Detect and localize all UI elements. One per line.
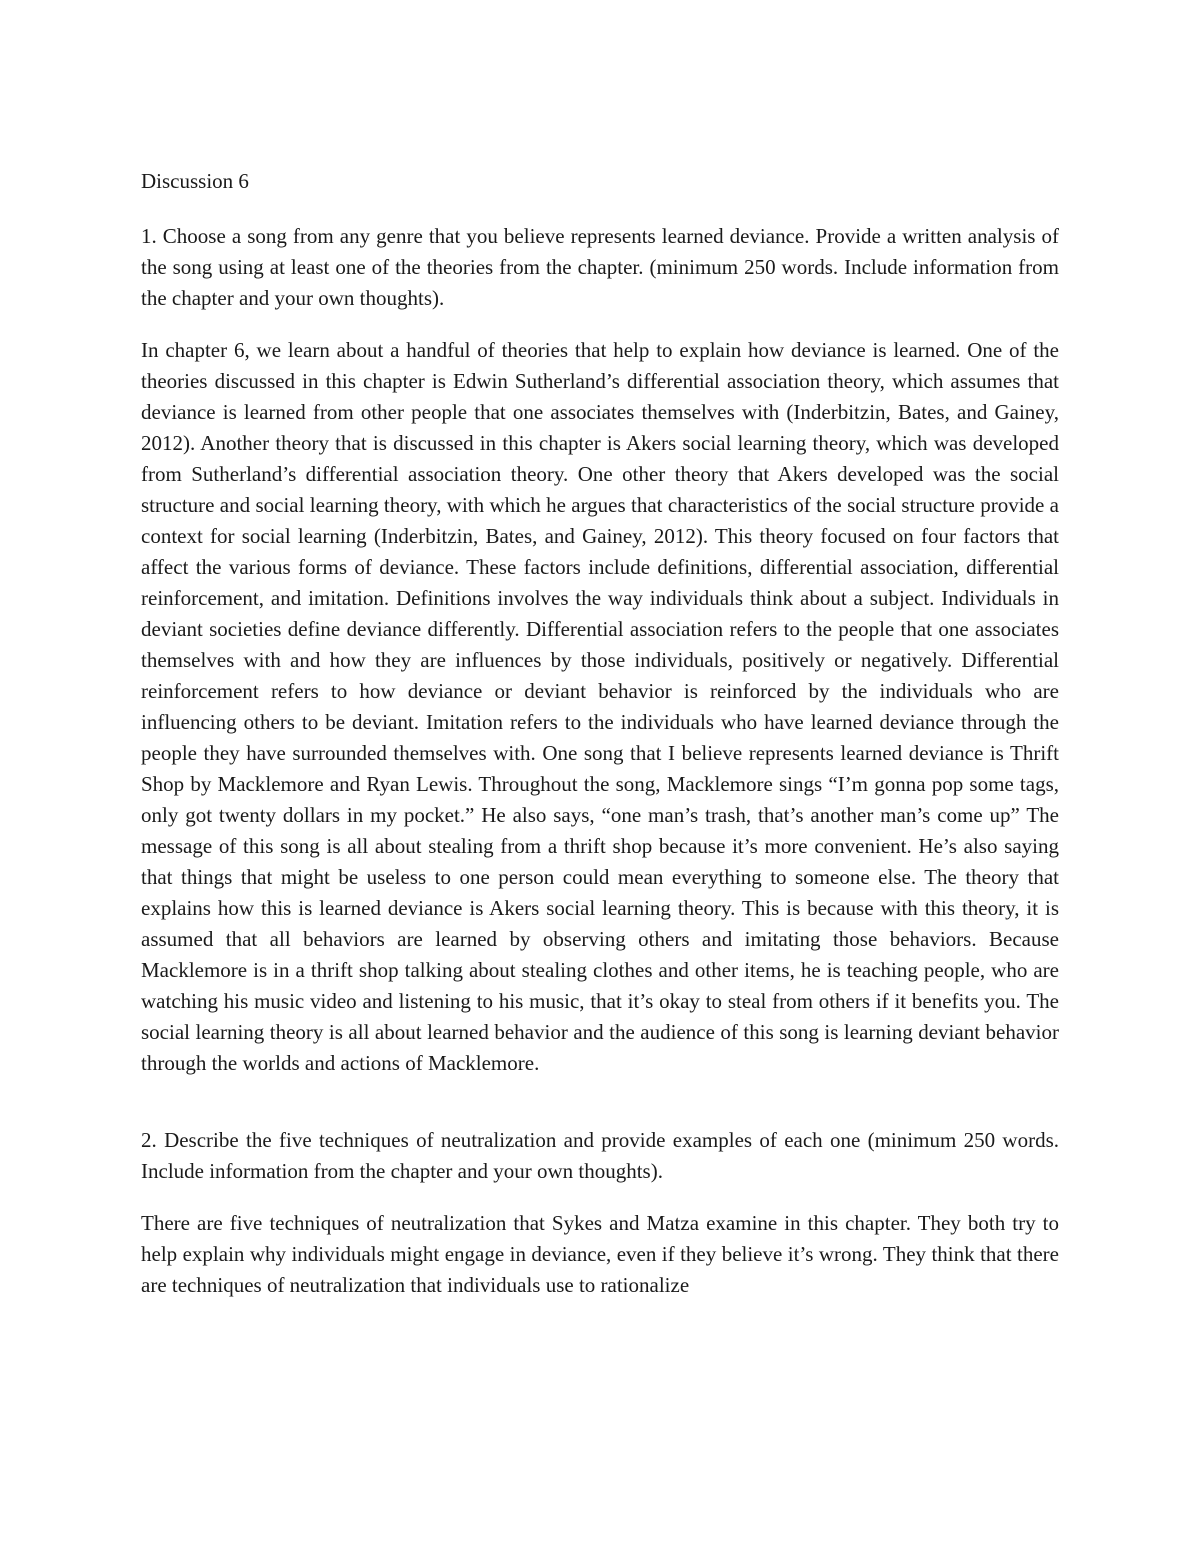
question-1: 1. Choose a song from any genre that you believe represents learned deviance. Provide a written analysis of the song using at least one of the theories from the chapter. (minimum 250 words. Include information from the chapter and your own thoughts). bbox=[141, 224, 1059, 310]
answer-1: In chapter 6, we learn about a handful of theories that help to explain how deviance is learned. One of the theories discussed in this chapter is Edwin Sutherland’s differential association theory, which assumes that deviance is learned from other people that one associates themselves with (Inderbitzin, Bates, and Gainey, 2012). Another theory that is discussed in this chapter is Akers social learning theory, which was developed from Sutherland’s differential association theory. One other theory that Akers developed was the social structure and social learning theory, with which he argues that characteristics of the social structure provide a context for social learning (Inderbitzin, Bates, and Gainey, 2012). This theory focused on four factors that affect the various forms of deviance. These factors include definitions, differential association, differential reinforcement, and imitation. Definitions involves the way individuals think about a subject. Individuals in deviant societies define deviance differently. Differential association refers to the people that one associates themselves with and how they are influences by those individuals, positively or negatively. Differential reinforcement refers to how deviance or deviant behavior is reinforced by the individuals who are influencing others to be deviant. Imitation refers to the individuals who have learned deviance through the people they have surrounded themselves with. One song that I believe represents learned deviance is Thrift Shop by Macklemore and Ryan Lewis. Throughout the song, Macklemore sings “I’m gonna pop some tags, only got twenty dollars in my pocket.” He also says, “one man’s trash, that’s another man’s come up” The message of this song is all about stealing from a thrift shop because it’s more convenient. He’s also saying that things that might be useless to one person could mean everything to someone else. The theory that explains how this is learned deviance is Akers social learning theory. This is because with this theory, it is assumed that all behaviors are learned by observing others and imitating those behaviors. Because Macklemore is in a thrift shop talking about stealing clothes and other items, he is teaching people, who are watching his music video and listening to his music, that it’s okay to steal from others if it benefits you. The social learning theory is all about learned behavior and the audience of this song is learning deviant behavior through the worlds and actions of Macklemore. bbox=[141, 338, 1059, 1075]
question-2: 2. Describe the five techniques of neutralization and provide examples of each one (minimum 250 words. Include information from the chapter and your own thoughts). bbox=[141, 1128, 1059, 1183]
answer-2: There are five techniques of neutralization that Sykes and Matza examine in this chapter. They both try to help explain why individuals might engage in deviance, even if they believe it’s wrong. They think that there are techniques of neutralization that individuals use to rationalize bbox=[141, 1211, 1059, 1297]
document-title: Discussion 6 bbox=[141, 169, 249, 193]
document-body bbox=[141, 166, 1059, 1322]
